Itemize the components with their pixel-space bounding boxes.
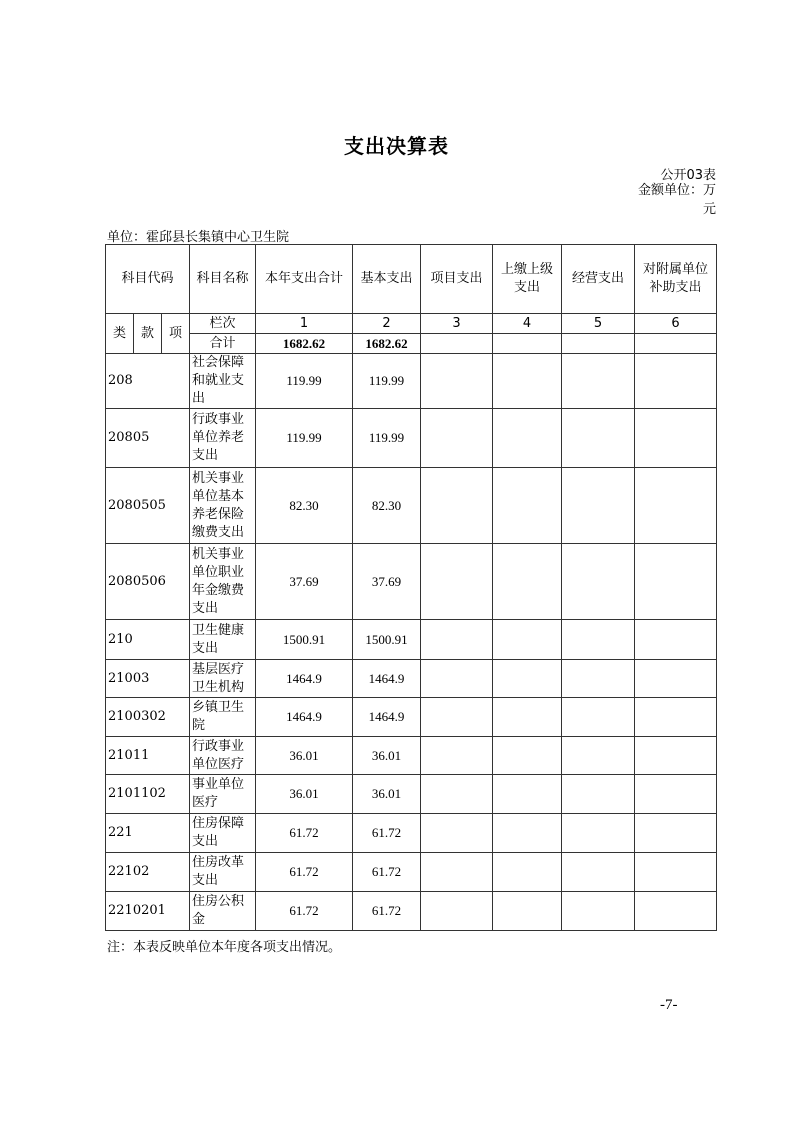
row-subsidiary [635,620,717,660]
table-row [106,544,717,620]
column-number-row [106,314,717,334]
row-subsidiary [635,354,717,409]
col-num: 4 [493,314,562,334]
table-row [106,892,717,931]
row-basic: 61.72 [353,814,421,853]
header-basic: 基本支出 [353,245,421,314]
row-code: 2101102 [106,775,190,814]
header-name: 科目名称 [190,245,256,314]
table-row [106,620,717,660]
col-num: 6 [635,314,717,334]
row-basic: 119.99 [353,354,421,409]
table-code: 公开03表 [660,168,716,183]
row-upper [493,409,562,468]
row-business [562,544,635,620]
table-row [106,468,717,544]
row-basic: 36.01 [353,737,421,775]
row-code: 21011 [106,737,190,775]
col-num: 1 [256,314,353,334]
row-subsidiary [635,853,717,892]
header-upper: 上缴上级支出 [493,245,562,314]
row-subsidiary [635,814,717,853]
table-row [106,698,717,737]
row-total: 1500.91 [256,620,353,660]
row-total: 119.99 [256,354,353,409]
row-business [562,468,635,544]
row-project [421,660,493,698]
row-name: 住房公积金 [190,892,256,931]
reporting-unit: 单位：霍邱县长集镇中心卫生院 [107,230,290,245]
page-title: 支出决算表 [344,134,449,158]
table-row [106,737,717,775]
row-upper [493,853,562,892]
row-code: 2080506 [106,544,190,620]
row-project [421,698,493,737]
row-total: 36.01 [256,775,353,814]
row-name: 行政事业单位养老支出 [190,409,256,468]
table-row [106,853,717,892]
col-num: 5 [562,314,635,334]
row-subsidiary [635,892,717,931]
row-name: 基层医疗卫生机构 [190,660,256,698]
header-row [106,245,717,314]
row-upper [493,620,562,660]
table-row [106,814,717,853]
row-total: 36.01 [256,737,353,775]
row-name: 乡镇卫生院 [190,698,256,737]
row-business [562,853,635,892]
header-code: 科目代码 [106,245,190,314]
row-project [421,853,493,892]
col-num: 3 [421,314,493,334]
header-xiang: 项 [162,314,190,354]
row-code: 21003 [106,660,190,698]
page-number: -7- [660,997,678,1013]
row-basic: 37.69 [353,544,421,620]
row-business [562,354,635,409]
header-business: 经营支出 [562,245,635,314]
header-kuan: 款 [134,314,162,354]
row-business [562,660,635,698]
row-total: 37.69 [256,544,353,620]
row-basic: 1464.9 [353,660,421,698]
row-upper [493,544,562,620]
row-project [421,354,493,409]
row-code: 2210201 [106,892,190,931]
row-total: 1464.9 [256,698,353,737]
row-business [562,737,635,775]
table-row [106,660,717,698]
row-code: 2080505 [106,468,190,544]
header-lei: 类 [106,314,134,354]
row-business [562,620,635,660]
row-basic: 36.01 [353,775,421,814]
row-project [421,409,493,468]
row-code: 208 [106,354,190,409]
row-business [562,892,635,931]
row-subsidiary [635,737,717,775]
row-name: 机关事业单位职业年金缴费支出 [190,544,256,620]
row-project [421,814,493,853]
row-name: 机关事业单位基本养老保险缴费支出 [190,468,256,544]
table-row [106,354,717,409]
total-basic: 1682.62 [353,334,421,354]
row-upper [493,698,562,737]
row-total: 119.99 [256,409,353,468]
table-row [106,775,717,814]
row-name: 卫生健康支出 [190,620,256,660]
table-row [106,409,717,468]
row-subsidiary [635,698,717,737]
expenditure-table [105,244,717,931]
total-label: 合计 [190,334,256,354]
row-subsidiary [635,775,717,814]
row-project [421,892,493,931]
row-total: 61.72 [256,814,353,853]
row-business [562,814,635,853]
row-total: 61.72 [256,853,353,892]
header-column-no: 栏次 [190,314,256,334]
row-business [562,698,635,737]
row-basic: 61.72 [353,892,421,931]
row-subsidiary [635,468,717,544]
row-basic: 61.72 [353,853,421,892]
row-upper [493,737,562,775]
row-name: 社会保障和就业支出 [190,354,256,409]
row-code: 22102 [106,853,190,892]
total-row [106,334,717,354]
row-project [421,620,493,660]
row-business [562,775,635,814]
row-upper [493,775,562,814]
row-business [562,409,635,468]
total-total: 1682.62 [256,334,353,354]
amount-unit: 金额单位：万元 [637,183,716,217]
row-project [421,468,493,544]
row-name: 行政事业单位医疗 [190,737,256,775]
col-num: 2 [353,314,421,334]
header-subsidiary: 对附属单位补助支出 [635,245,717,314]
row-code: 20805 [106,409,190,468]
row-name: 住房保障支出 [190,814,256,853]
row-total: 61.72 [256,892,353,931]
header-total: 本年支出合计 [256,245,353,314]
row-total: 82.30 [256,468,353,544]
row-code: 210 [106,620,190,660]
row-basic: 1500.91 [353,620,421,660]
row-subsidiary [635,660,717,698]
row-total: 1464.9 [256,660,353,698]
row-basic: 1464.9 [353,698,421,737]
row-project [421,544,493,620]
row-project [421,737,493,775]
row-subsidiary [635,544,717,620]
row-upper [493,354,562,409]
row-upper [493,660,562,698]
row-subsidiary [635,409,717,468]
row-basic: 119.99 [353,409,421,468]
row-upper [493,814,562,853]
row-upper [493,468,562,544]
row-name: 事业单位医疗 [190,775,256,814]
row-upper [493,892,562,931]
footnote: 注：本表反映单位本年度各项支出情况。 [107,940,342,955]
row-project [421,775,493,814]
row-basic: 82.30 [353,468,421,544]
row-code: 2100302 [106,698,190,737]
header-project: 项目支出 [421,245,493,314]
row-name: 住房改革支出 [190,853,256,892]
row-code: 221 [106,814,190,853]
